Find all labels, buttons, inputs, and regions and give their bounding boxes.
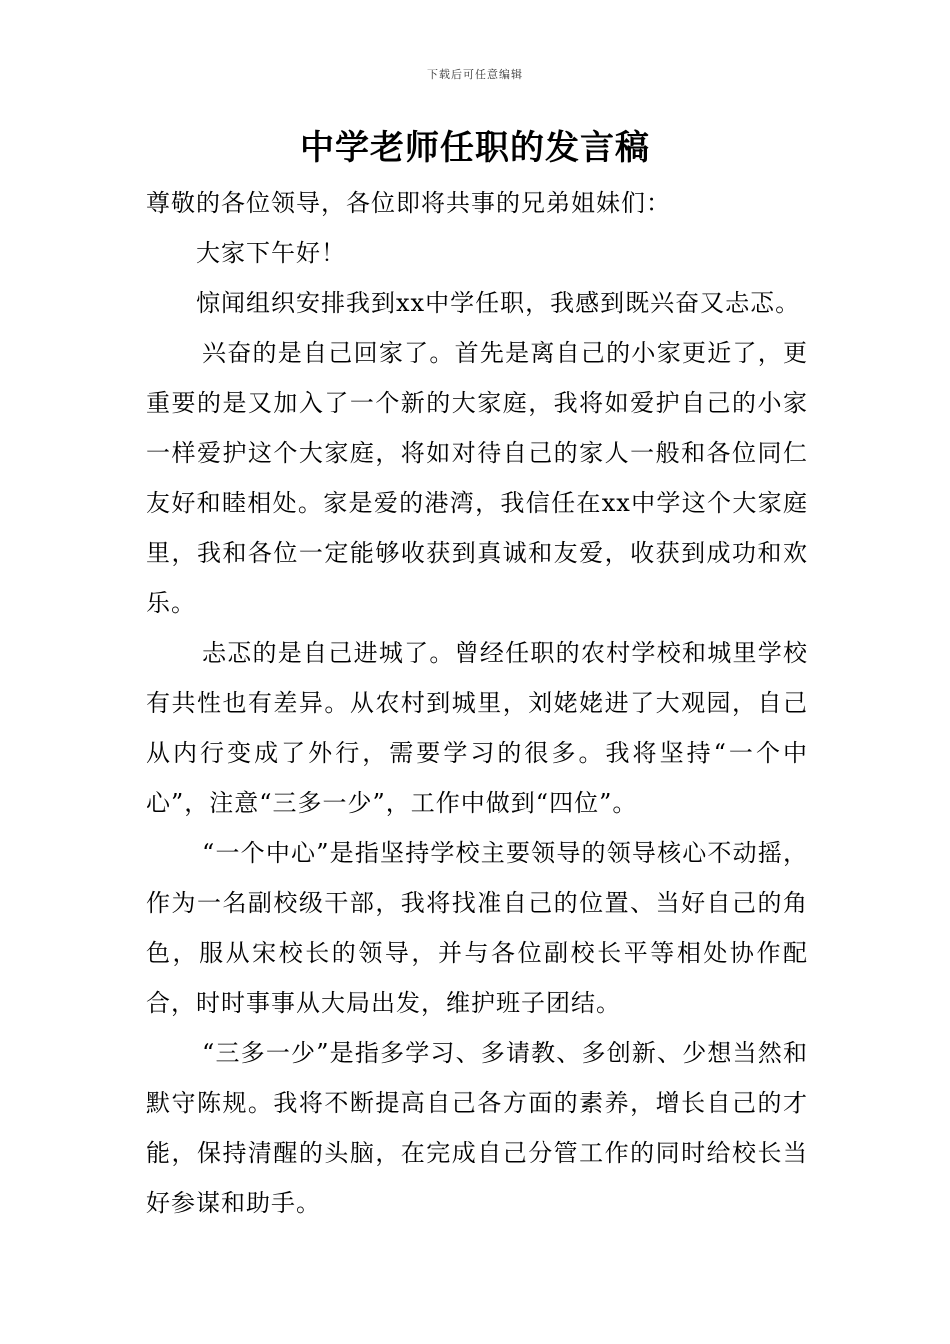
header-note: 下载后可任意编辑 (427, 68, 523, 81)
intro-paragraph: 惊闻组织安排我到xx中学任职，我感到既兴奋又忐忑。 (196, 289, 801, 317)
document-body (146, 178, 808, 1228)
excited-paragraph: 兴奋的是自己回家了。首先是离自己的小家更近了，更重要的是又加入了一个新的大家庭，我将如爱护自己的小家一样爱护这个大家庭，将如对待自己的家人一般和各位同仁友好和睦相处。家是爱的港湾，我信任在xx中学这个大家庭里，我和各位一定能够收获到真诚和友爱，收获到成功和欢乐。 (146, 339, 808, 617)
three-more-one-less-paragraph: “三多一少”是指多学习、多请教、多创新、少想当然和默守陈规。我将不断提高自己各方面的素养，增长自己的才能，保持清醒的头脑，在完成自己分管工作的同时给校长当好参谋和助手。 (146, 1039, 808, 1217)
nervous-paragraph: 忐忑的是自己进城了。曾经任职的农村学校和城里学校有共性也有差异。从农村到城里，刘姥姥进了大观园，自己从内行变成了外行，需要学习的很多。我将坚持“一个中心”，注意“三多一少”，工作中做到“四位”。 (146, 639, 808, 817)
document-title: 中学老师任职的发言稿 (300, 128, 650, 168)
salutation-paragraph: 尊敬的各位领导，各位即将共事的兄弟姐妹们： (146, 189, 671, 217)
one-center-paragraph: “一个中心”是指坚持学校主要领导的领导核心不动摇，作为一名副校级干部，我将找准自己的位置、当好自己的角色，服从宋校长的领导，并与各位副校长平等相处协作配合，时时事事从大局出发，维护班子团结。 (146, 839, 808, 1017)
greeting-paragraph: 大家下午好！ (196, 239, 346, 267)
